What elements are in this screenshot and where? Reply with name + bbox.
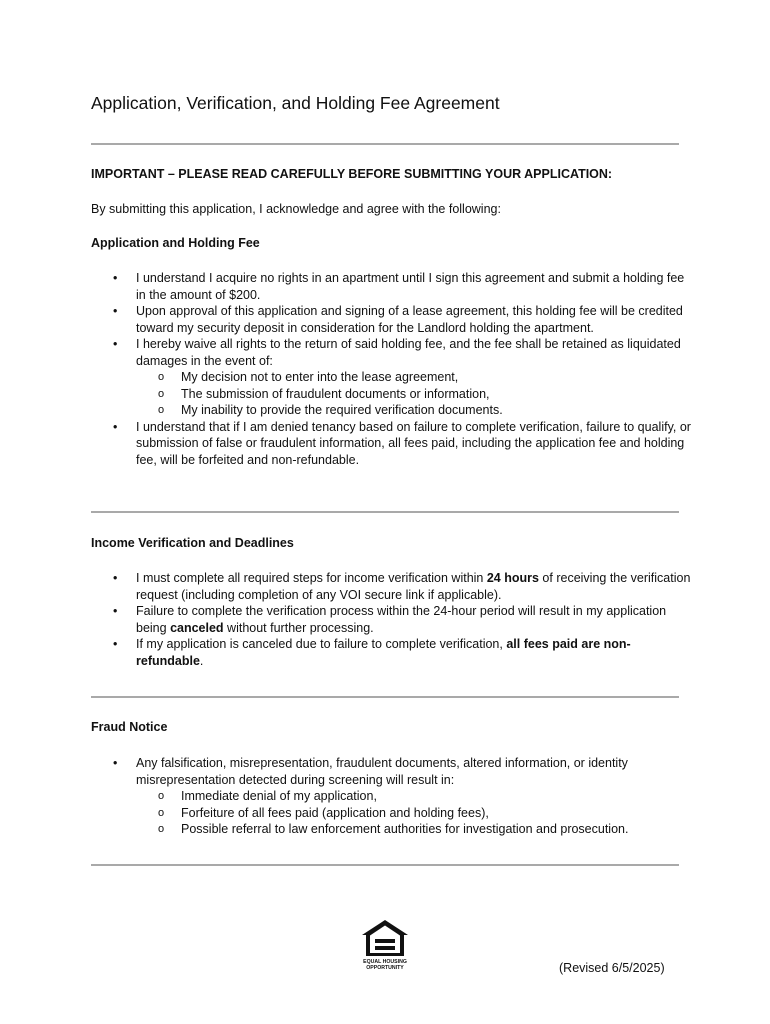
sub-list-item: o Possible referral to law enforcement authorities for investigation and prosecution. bbox=[136, 821, 691, 838]
list-item-text: of receiving the verification request (including completion of any VOI secure link if applicable). bbox=[136, 571, 691, 602]
sub-list-item: o My decision not to enter into the lease agreement, bbox=[136, 369, 691, 386]
emphasis-text: canceled bbox=[170, 620, 224, 635]
sub-list bbox=[136, 369, 691, 419]
important-notice: IMPORTANT – PLEASE READ CAREFULLY BEFORE SUBMITTING YOUR APPLICATION: bbox=[91, 167, 613, 181]
application-holding-fee-list bbox=[91, 270, 691, 468]
list-item bbox=[91, 755, 691, 838]
income-verification-list bbox=[91, 570, 691, 669]
divider bbox=[91, 696, 679, 698]
fraud-notice-list bbox=[91, 755, 691, 838]
section-heading-application-holding-fee: Application and Holding Fee bbox=[91, 236, 260, 250]
list-item-text: Any falsification, misrepresentation, fraudulent documents, altered information, or identity misrepresentation detected during screening will result in: bbox=[136, 756, 628, 787]
list-item bbox=[91, 336, 691, 419]
list-item bbox=[91, 270, 691, 303]
list-item-text: without further processing. bbox=[223, 620, 374, 635]
list-item-text: I hereby waive all rights to the return of said holding fee, and the fee shall be retained as liquidated damages in the event of: bbox=[136, 337, 681, 368]
sub-list bbox=[136, 788, 691, 838]
section-heading-fraud-notice: Fraud Notice bbox=[91, 720, 168, 734]
list-item-text: Upon approval of this application and signing of a lease agreement, this holding fee will be credited toward my security deposit in consideration for the Landlord holding the apartment. bbox=[136, 304, 683, 335]
logo-text-line2: OPPORTUNITY bbox=[366, 965, 404, 971]
list-item bbox=[91, 570, 691, 603]
sub-list-item: o Immediate denial of my application, bbox=[136, 788, 691, 805]
list-item bbox=[91, 636, 691, 669]
list-item bbox=[91, 419, 691, 469]
emphasis-text: all fees paid are non-refundable bbox=[136, 637, 631, 668]
emphasis-text: 24 hours bbox=[486, 571, 539, 585]
document-title: Application, Verification, and Holding Fee Agreement bbox=[91, 93, 500, 113]
divider bbox=[91, 511, 679, 513]
list-item-text: Failure to complete the verification process within the 24-hour period will result in my application being bbox=[136, 604, 667, 635]
list-item-text: I understand that if I am denied tenancy based on failure to complete verification, failure to qualify, or submission of false or fraudulent information, all fees paid, including the application fee and holding fee, will be forfeited and non-refundable. bbox=[136, 419, 691, 467]
list-item-text: I must complete all required steps for income verification within bbox=[136, 571, 487, 585]
intro-text: By submitting this application, I acknowledge and agree with the following: bbox=[91, 202, 501, 216]
sub-list-item: o Forfeiture of all fees paid (application and holding fees), bbox=[136, 805, 691, 822]
divider bbox=[91, 143, 679, 145]
logo-text-line1: EQUAL HOUSING bbox=[363, 959, 407, 965]
sub-list-item: o The submission of fraudulent documents or information, bbox=[136, 386, 691, 403]
list-item bbox=[91, 603, 691, 636]
sub-list-item: o My inability to provide the required verification documents. bbox=[136, 402, 691, 419]
list-item-text: I understand I acquire no rights in an apartment until I sign this agreement and submit a holding fee in the amount of $200. bbox=[136, 271, 685, 302]
list-item-text: . bbox=[199, 653, 204, 668]
equal-housing-opportunity-icon bbox=[359, 918, 411, 972]
revision-date: (Revised 6/5/2025) bbox=[559, 961, 665, 975]
list-item bbox=[91, 303, 691, 336]
section-heading-income-verification: Income Verification and Deadlines bbox=[91, 536, 294, 550]
list-item-text: If my application is canceled due to failure to complete verification, bbox=[136, 637, 507, 651]
divider bbox=[91, 864, 679, 866]
